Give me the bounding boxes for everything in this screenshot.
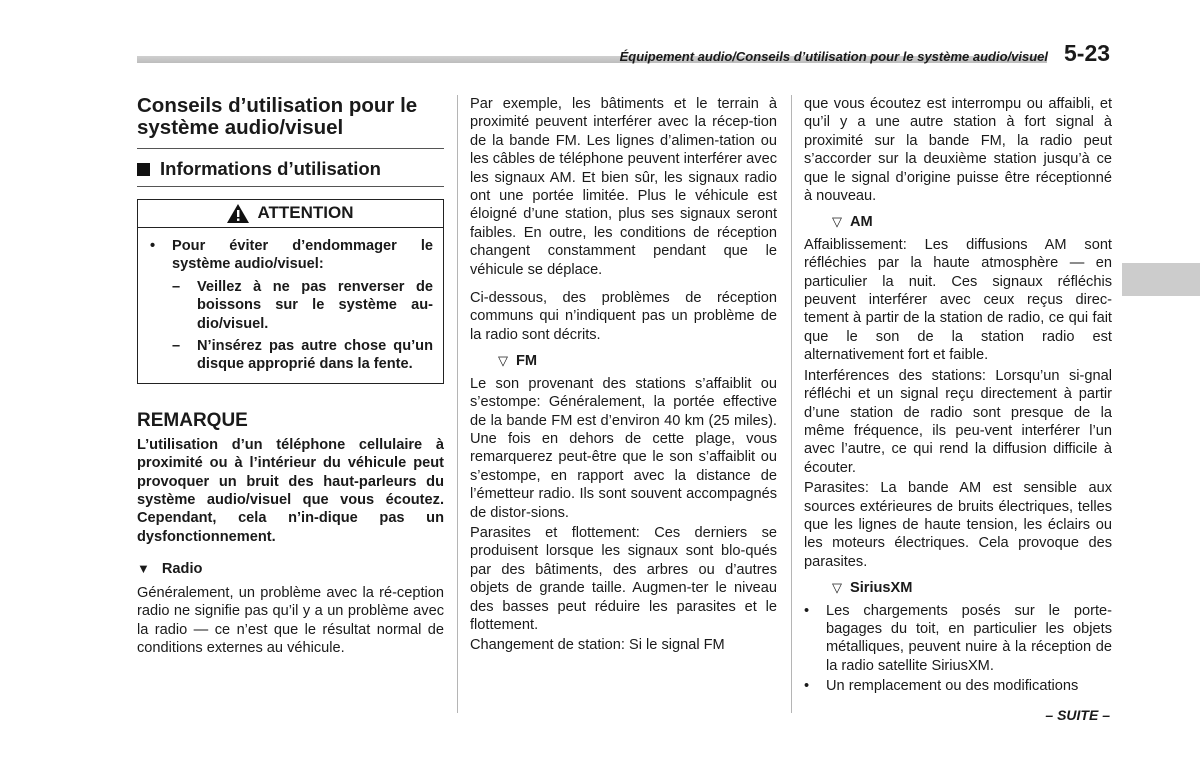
siriusxm-bullet-2: Un remplacement ou des modifications (826, 678, 1079, 695)
fm-heading (498, 352, 777, 370)
paragraph: que vous écoutez est interrompu ou affaibli, et qu’il y a une autre station à fort signal à proximité sur la bande FM, la radio peut s’accorder sur la deuxième station jusqu’à ce que le signal d’origine puisse être réceptionné à nouveau. (804, 96, 1112, 205)
column-divider (457, 95, 458, 713)
paragraph: Le son provenant des stations s’affaiblit ou s’estompe: Généralement, la portée effective de la bande FM est d’environ 40 km (25 miles). Une fois en dehors de cette plage, vous remarquerez peut-être que le son s’affaiblit ou s’estompe, en rapport avec la distance de l’émetteur radio. Ils sont souvent accompagnés de distor-sions. (470, 375, 777, 521)
remarque-text: L’utilisation d’un téléphone cellulaire à proximité ou à l’intérieur du véhicule peut provoquer un bruit des haut-parleurs du système audio/visuel que vous écoutez. Cependant, cela n’in-dique pas un dysfonctionnement. (137, 436, 444, 545)
paragraph: Changement de station: Si le signal FM (470, 637, 725, 654)
column-divider (791, 95, 792, 713)
continued-label: – SUITE – (1045, 707, 1110, 723)
subsection-heading (137, 158, 444, 180)
attention-bullet: Pour éviter d’endommager le système audio/visuel: (172, 238, 433, 273)
am-heading (832, 213, 1112, 231)
remarque-title: REMARQUE (137, 409, 248, 431)
chapter-tab (1122, 263, 1200, 296)
attention-dash-2: N’insérez pas autre chose qu’un disque approprié dans la fente. (197, 338, 433, 373)
subsection-rule (137, 186, 444, 187)
siriusxm-heading-label: SiriusXM (850, 580, 913, 597)
paragraph: Affaiblissement: Les diffusions AM sont réfléchies par la haute atmosphère — en particulier la nuit. Ces signaux réfléchis peuvent interférer avec ceux reçus direc-tement à partir de la station de radio, ce qui fait que le son de la station radio est alternativement fort et faible. (804, 236, 1112, 364)
running-header: Équipement audio/Conseils d’utilisation pour le système audio/visuel (619, 49, 1048, 64)
radio-text: Généralement, un problème avec la ré-ception radio ne signifie pas qu’il y a un problème avec la radio — ce n’est que le résultat normal de conditions externes au véhicule. (137, 584, 444, 656)
bullet-icon: • (150, 238, 156, 254)
title-rule (137, 148, 444, 149)
list-item (804, 602, 1112, 676)
paragraph: Par exemple, les bâtiments et le terrain à proximité peuvent interférer avec la récep-tion de la bande FM. Les lignes d’alimen-tation ou les câbles de téléphone peuvent interférer avec les signaux AM. Et bien sûr, les signaux radio ont une portée limitée. Plus le véhicule est éloigné d’une station, plus ses signaux seront faibles. En outre, les conditions de réception changent constamment pendant que le véhicule se déplace. (470, 96, 777, 278)
page-number: 5-23 (1064, 40, 1111, 66)
paragraph: Parasites: La bande AM est sensible aux sources extérieures de bruits électriques, telles que les lignes de haute tension, les éclairs ou les moteurs électriques. Cela provoque des parasites. (804, 480, 1112, 570)
bullet-icon: • (804, 602, 810, 619)
list-item (150, 278, 433, 333)
paragraph: Ci-dessous, des problèmes de réception communs qui n’indiquent pas un problème de la radio sont décrits. (470, 290, 777, 343)
square-bullet-icon (137, 163, 150, 176)
section-title: Conseils d’utilisation pour le système audio/visuel (137, 94, 418, 139)
attention-body (138, 228, 443, 383)
outline-triangle-icon: ▽ (498, 353, 508, 369)
subsection-title: Informations d’utilisation (160, 158, 381, 179)
am-heading-label: AM (850, 214, 873, 231)
dash-icon: – (172, 338, 181, 355)
filled-triangle-icon: ▼ (137, 561, 150, 577)
bullet-icon: • (804, 678, 810, 695)
siriusxm-heading (832, 579, 1112, 597)
radio-heading-label: Radio (161, 561, 203, 578)
column-right (804, 95, 1112, 696)
fm-heading-label: FM (516, 353, 538, 370)
outline-triangle-icon: ▽ (832, 580, 842, 596)
radio-heading (137, 560, 444, 578)
list-item (804, 677, 1112, 695)
list-item (150, 237, 433, 274)
column-left (137, 95, 444, 657)
dash-icon: – (172, 278, 181, 295)
paragraph: Interférences des stations: Lorsqu’un si-gnal réfléchi et un signal reçu directement à partir d’une station de radio sont presque de la même fréquence, ils peu-vent interférer l’un avec l’autre, ce qui rend la diffusion difficile à écouter. (804, 367, 1112, 476)
outline-triangle-icon: ▽ (832, 214, 842, 230)
attention-header (138, 200, 443, 228)
list-item (150, 337, 433, 374)
attention-dash-1: Veillez à ne pas renverser de boissons sur le système au-dio/visuel. (197, 278, 433, 332)
attention-box (137, 199, 444, 384)
warning-triangle-icon (227, 204, 249, 223)
attention-label: ATTENTION (257, 203, 354, 223)
column-middle (470, 95, 777, 655)
paragraph: Parasites et flottement: Ces derniers se produisent lorsque les signaux sont blo-qués par des bâtiments, des arbres ou d’autres objets de grande taille. Augmen-ter le niveau des basses peut réduire les parasites et le flottement. (470, 524, 777, 633)
siriusxm-bullet-1: Les chargements posés sur le porte-bagages du toit, en particulier les objets métalliques, peuvent nuire à la réception de la radio satellite SiriusXM. (826, 602, 1112, 674)
